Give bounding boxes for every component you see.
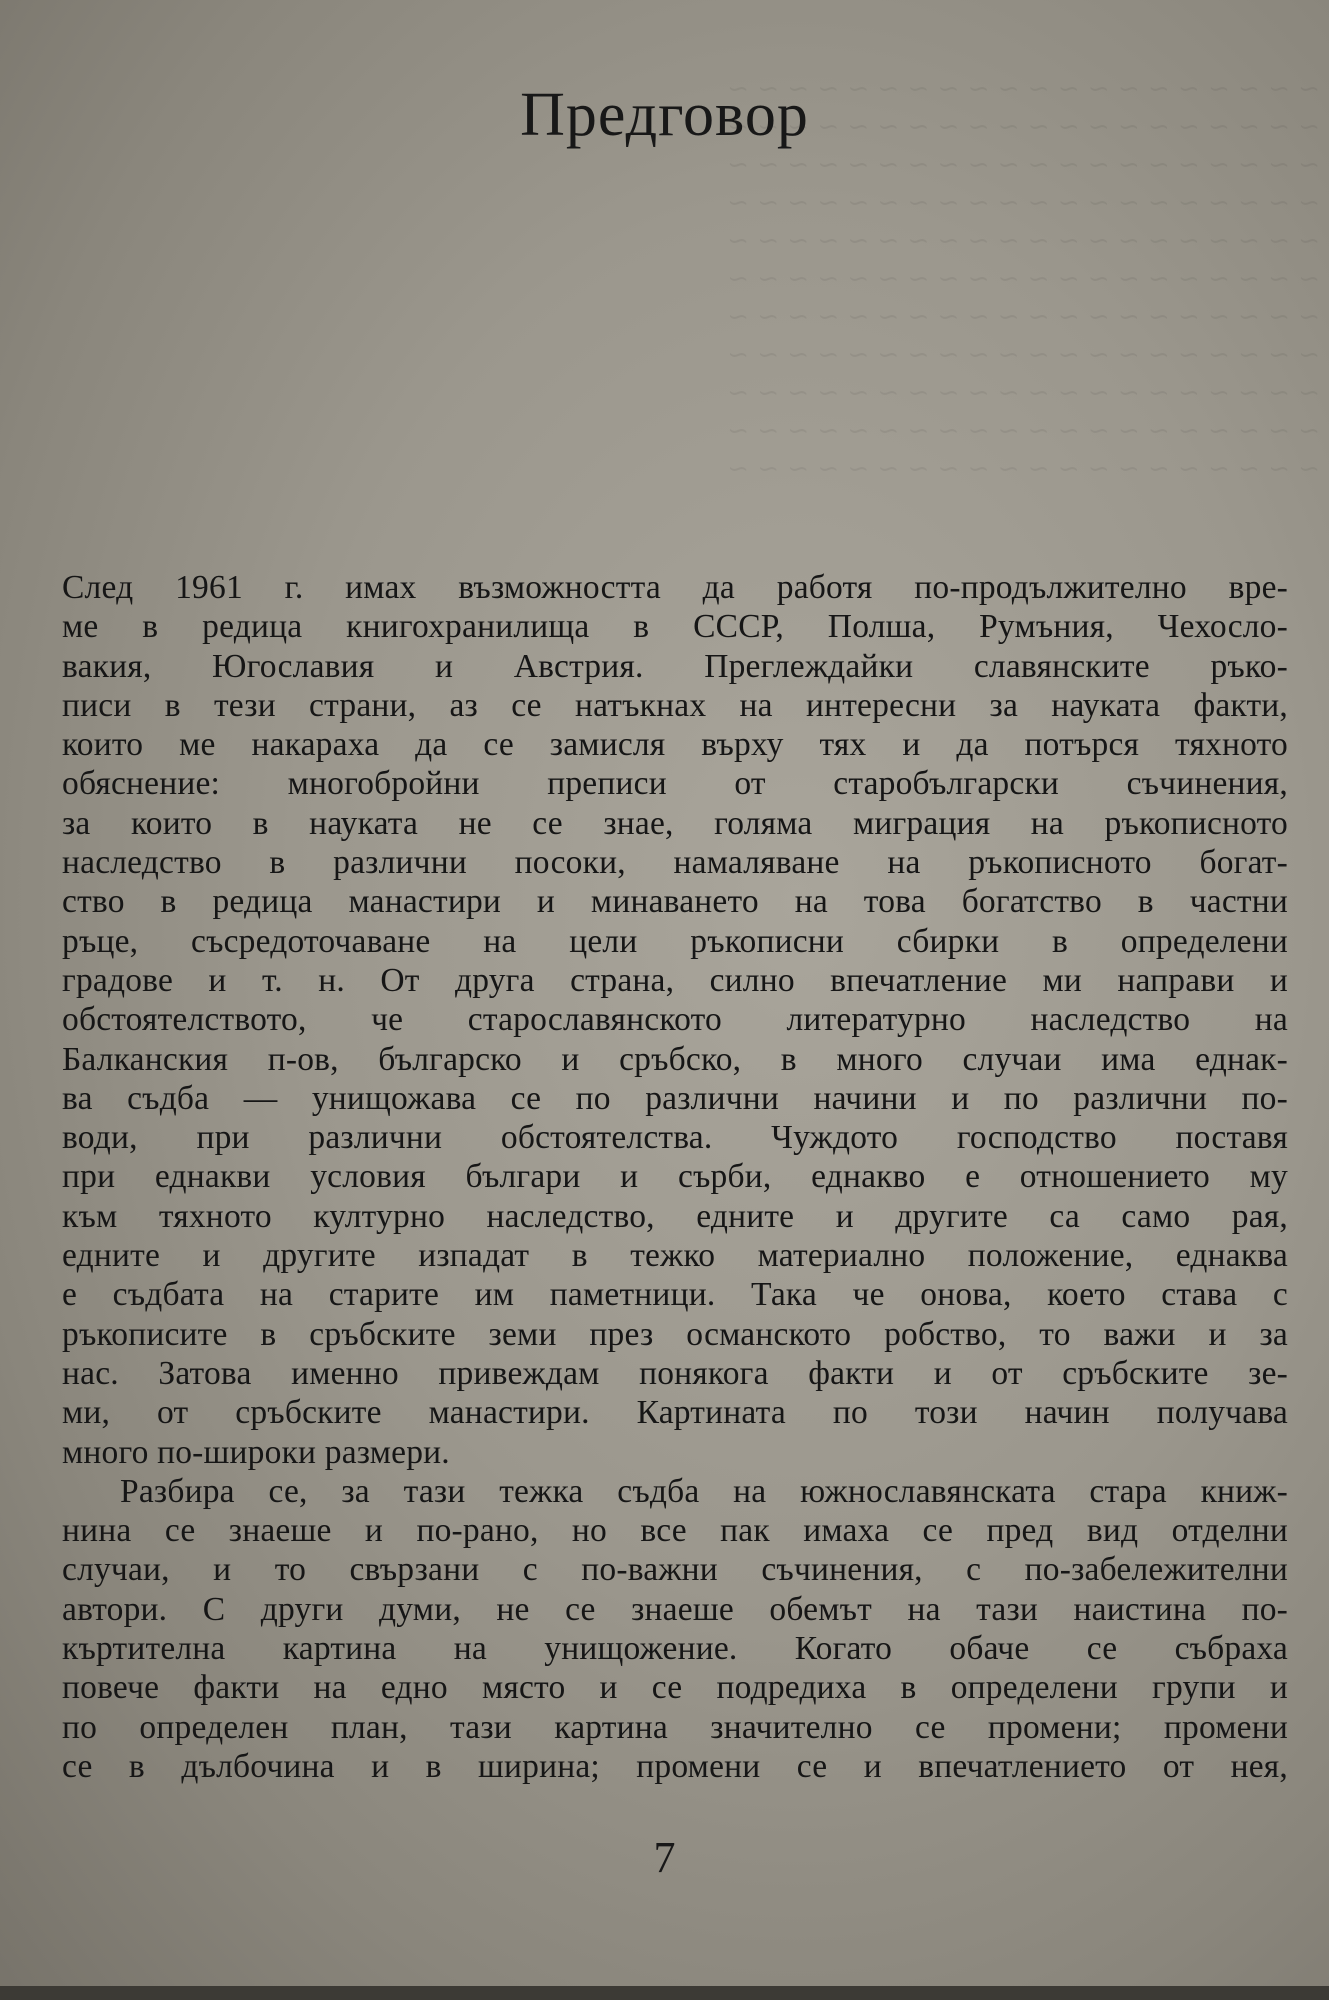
text-line: нина се знаеше и по-рано, но все пак имаха се пред вид отделни bbox=[62, 1512, 1288, 1550]
page-bottom-edge bbox=[0, 1986, 1329, 2000]
text-line: е съдбата на старите им паметници. Така че онова, което става с bbox=[62, 1276, 1288, 1314]
text-line: за които в науката не се знае, голяма миграция на ръкописното bbox=[62, 804, 1288, 842]
show-through-text: ~ ~ ~ ~ ~ ~ ~ ~ ~ ~ ~ ~ ~ ~ ~ ~ ~ ~ ~ ~ ~ ~ ~ ~ ~ ~ ~ ~ ~ ~ ~ ~ ~ ~ ~ ~ ~ ~ ~ ~ ~ ~ ~ ~ ~ ~ ~ ~ ~ ~ ~ ~ ~ ~ ~ ~ ~ ~ ~ ~ ~ ~ ~ ~ ~ ~ ~ ~ ~ ~ ~ ~ ~ ~ ~ ~ ~ ~ ~ ~ ~ ~ ~ ~ ~ ~ ~ ~ ~ ~ ~ ~ ~ ~ ~ ~ ~ ~ ~ ~ ~ ~ ~ ~ ~ ~ ~ ~ ~ ~ ~ ~ ~ ~ ~ ~ ~ ~ ~ ~ ~ ~ ~ ~ ~ ~ ~ ~ ~ ~ ~ ~ ~ ~ ~ ~ ~ ~ ~ ~ ~ ~ ~ ~ ~ ~ ~ ~ ~ ~ ~ ~ ~ ~ ~ ~ ~ ~ ~ ~ ~ ~ ~ ~ ~ ~ ~ ~ ~ ~ ~ ~ ~ ~ ~ ~ ~ ~ ~ ~ ~ ~ ~ ~ ~ ~ ~ ~ ~ ~ ~ ~ ~ ~ ~ ~ ~ ~ ~ ~ ~ ~ ~ ~ ~ ~ ~ ~ ~ ~ ~ ~ ~ ~ ~ ~ ~ ~ ~ ~ bbox=[727, 74, 1320, 484]
text-line: къртителна картина на унищожение. Когато обаче се събраха bbox=[62, 1630, 1288, 1668]
page-title: Предговор bbox=[520, 81, 809, 149]
text-line: води, при различни обстоятелства. Чуждото господство поставя bbox=[62, 1119, 1288, 1157]
text-line: ство в редица манастири и минаването на това богатство в частни bbox=[62, 883, 1288, 921]
text-line: автори. С други думи, не се знаеше обемът на тази наистина по- bbox=[62, 1590, 1288, 1628]
text-line: наследство в различни посоки, намаляване на ръкописното богат- bbox=[62, 844, 1288, 882]
text-line: които ме накараха да се замисля върху тях и да потърся тяхното bbox=[62, 726, 1288, 764]
text-line: Разбира се, за тази тежка съдба на южнославянската стара книж- bbox=[120, 1472, 1288, 1510]
text-line: ми, от сръбските манастири. Картината по този начин получава bbox=[62, 1394, 1288, 1432]
text-line: повече факти на едно място и се подредиха в определени групи и bbox=[62, 1669, 1288, 1707]
text-line: Балканския п-ов, българско и сръбско, в много случаи има еднак- bbox=[62, 1040, 1288, 1078]
text-line: към тяхното културно наследство, едните и другите са само рая, bbox=[62, 1197, 1288, 1235]
text-line: нас. Затова именно привеждам понякога факти и от сръбските зе- bbox=[62, 1354, 1288, 1392]
text-line: много по-широки размери. bbox=[62, 1433, 450, 1471]
text-line: обяснение: многобройни преписи от старобългарски съчинения, bbox=[62, 765, 1288, 803]
text-line: случаи, и то свързани с по-важни съчинения, с по-забележителни bbox=[62, 1551, 1288, 1589]
text-line: След 1961 г. имах възможността да работя по-продължително вре- bbox=[62, 569, 1288, 606]
text-line: се в дълбочина и в ширина; промени се и впечатлението от нея, bbox=[62, 1747, 1288, 1785]
text-line: по определен план, тази картина значително се промени; промени bbox=[62, 1708, 1288, 1746]
paragraph-1 bbox=[62, 568, 1288, 1472]
page-number: 7 bbox=[653, 1833, 676, 1882]
text-line: градове и т. н. От друга страна, силно впечатление ми направи и bbox=[62, 961, 1288, 999]
text-line: при еднакви условия българи и сърби, еднакво е отношението му bbox=[62, 1158, 1288, 1196]
text-line: едните и другите изпадат в тежко материално положение, еднаква bbox=[62, 1237, 1288, 1275]
body-text bbox=[62, 568, 1288, 1786]
text-line: ме в редица книгохранилища в СССР, Полша, Румъния, Чехосло- bbox=[62, 608, 1288, 646]
text-line: вакия, Югославия и Австрия. Преглеждайки славянските ръко- bbox=[62, 647, 1288, 685]
text-line: ва съдба — унищожава се по различни начини и по различни по- bbox=[62, 1079, 1288, 1117]
text-line: обстоятелството, че старославянското литературно наследство на bbox=[62, 1001, 1288, 1039]
text-line: ръкописите в сръбските земи през османското робство, то важи и за bbox=[62, 1315, 1288, 1353]
paragraph-2 bbox=[62, 1472, 1288, 1786]
text-line: ръце, съсредоточаване на цели ръкописни сбирки в определени bbox=[62, 922, 1288, 960]
text-line: писи в тези страни, аз се натъкнах на интересни за науката факти, bbox=[62, 686, 1288, 724]
